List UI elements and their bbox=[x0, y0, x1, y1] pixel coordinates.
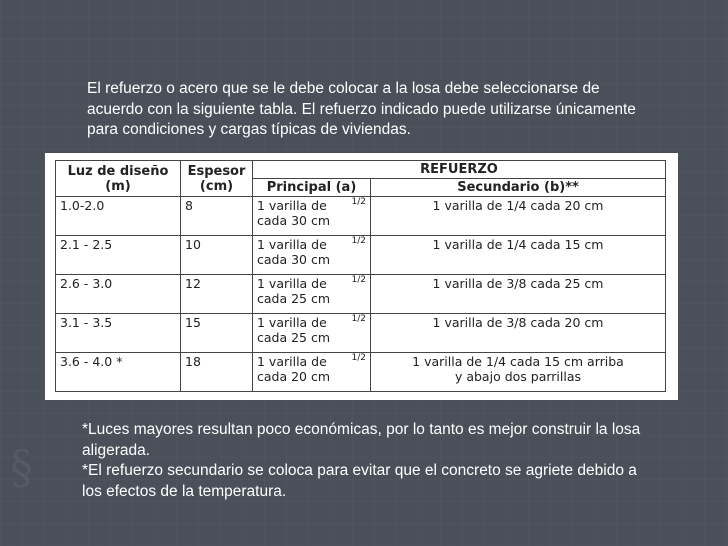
cell-espesor: 10 bbox=[181, 236, 253, 275]
fraction: 1/2 bbox=[351, 314, 366, 324]
principal-spacing: cada 25 cm bbox=[257, 291, 331, 306]
principal-text: 1 varilla de bbox=[257, 276, 327, 291]
cell-luz: 2.1 - 2.5 bbox=[56, 236, 181, 275]
background-decoration: § bbox=[10, 440, 33, 494]
principal-spacing: cada 20 cm bbox=[257, 369, 331, 384]
table-row bbox=[56, 275, 666, 314]
header-luz: Luz de diseño (m) bbox=[56, 161, 181, 197]
principal-text: 1 varilla de bbox=[257, 237, 327, 252]
principal-text: 1 varilla de bbox=[257, 315, 327, 330]
fraction: 1/2 bbox=[351, 353, 366, 363]
table-row bbox=[56, 314, 666, 353]
cell-principal bbox=[253, 197, 371, 236]
fraction: 1/2 bbox=[351, 236, 366, 246]
cell-luz: 1.0-2.0 bbox=[56, 197, 181, 236]
principal-text: 1 varilla de bbox=[257, 198, 327, 213]
cell-principal bbox=[253, 275, 371, 314]
cell-espesor: 15 bbox=[181, 314, 253, 353]
reinforcement-table-image bbox=[45, 153, 678, 400]
table-row bbox=[56, 236, 666, 275]
cell-espesor: 18 bbox=[181, 353, 253, 392]
cell-luz: 3.6 - 4.0 * bbox=[56, 353, 181, 392]
cell-espesor: 8 bbox=[181, 197, 253, 236]
header-refuerzo: REFUERZO bbox=[253, 161, 666, 179]
principal-text: 1 varilla de bbox=[257, 354, 327, 369]
fraction: 1/2 bbox=[351, 197, 366, 207]
reinforcement-table bbox=[55, 160, 666, 392]
table-row bbox=[56, 197, 666, 236]
header-secundario: Secundario (b)** bbox=[371, 179, 666, 197]
footnote-2: *El refuerzo secundario se coloca para evitar que el concreto se agriete debido a los efectos de la temperatura. bbox=[82, 462, 637, 500]
cell-secundario: 1 varilla de 3/8 cada 25 cm bbox=[371, 275, 666, 314]
header-principal: Principal (a) bbox=[253, 179, 371, 197]
fraction: 1/2 bbox=[351, 275, 366, 285]
cell-secundario: 1 varilla de 1/4 cada 15 cm bbox=[371, 236, 666, 275]
footnotes bbox=[82, 420, 642, 502]
header-espesor: Espesor (cm) bbox=[181, 161, 253, 197]
principal-spacing: cada 30 cm bbox=[257, 213, 331, 228]
cell-luz: 2.6 - 3.0 bbox=[56, 275, 181, 314]
cell-principal bbox=[253, 353, 371, 392]
table-row bbox=[56, 353, 666, 392]
footnote-1: *Luces mayores resultan poco económicas, por lo tanto es mejor construir la losa aligerada. bbox=[82, 421, 641, 459]
cell-luz: 3.1 - 3.5 bbox=[56, 314, 181, 353]
cell-principal bbox=[253, 236, 371, 275]
cell-espesor: 12 bbox=[181, 275, 253, 314]
principal-spacing: cada 30 cm bbox=[257, 252, 331, 267]
cell-secundario: 1 varilla de 1/4 cada 15 cm arriba y abajo dos parrillas bbox=[371, 353, 666, 392]
cell-secundario: 1 varilla de 3/8 cada 20 cm bbox=[371, 314, 666, 353]
principal-spacing: cada 25 cm bbox=[257, 330, 331, 345]
intro-paragraph: El refuerzo o acero que se le debe colocar a la losa debe seleccionarse de acuerdo con la siguiente tabla. El refuerzo indicado puede utilizarse únicamente para condiciones y cargas típicas de viviendas. bbox=[87, 80, 636, 138]
table-header-row bbox=[56, 161, 666, 179]
cell-secundario: 1 varilla de 1/4 cada 20 cm bbox=[371, 197, 666, 236]
cell-principal bbox=[253, 314, 371, 353]
